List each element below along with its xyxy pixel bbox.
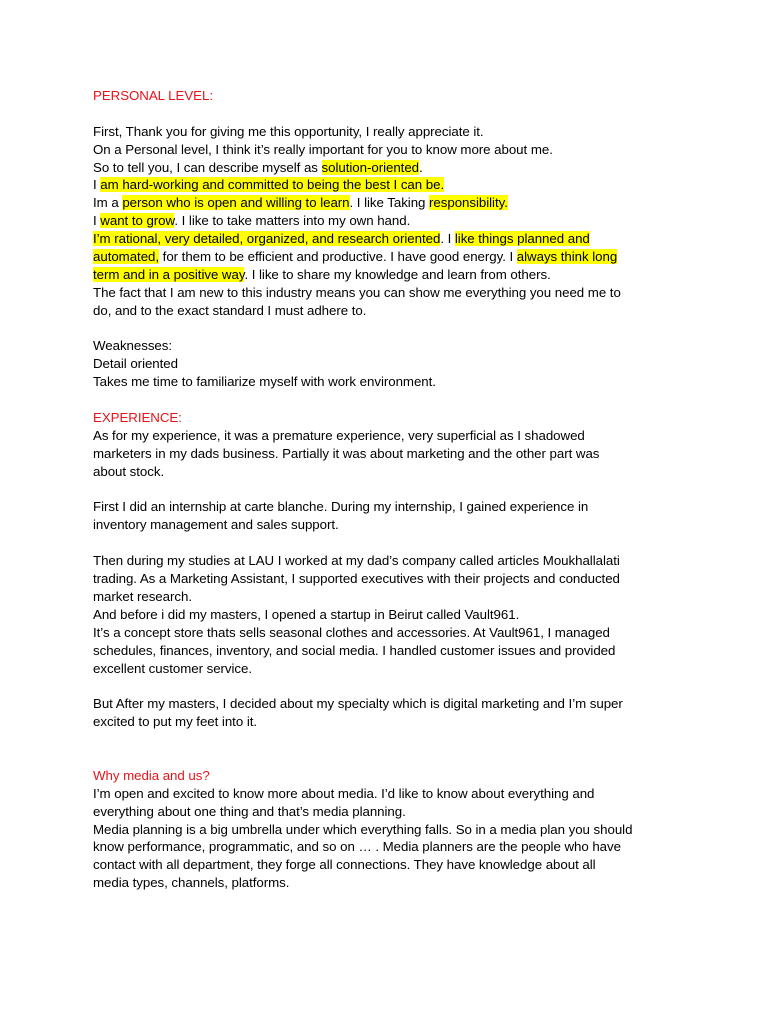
media-line: I’m open and excited to know more about media. I’d like to know about everything and: [93, 785, 595, 801]
personal-line: [93, 194, 693, 212]
highlighted-text: person who is open and willing to learn: [122, 195, 350, 211]
personal-line: On a Personal level, I think it’s really important for you to know more about me.: [93, 141, 553, 157]
highlighted-text: term and in a positive way: [93, 266, 245, 282]
experience-line: about stock.: [93, 463, 165, 479]
personal-level-heading: PERSONAL LEVEL:: [93, 88, 213, 103]
experience-line: market research.: [93, 588, 192, 604]
experience-line: marketers in my dads business. Partially it was about marketing and the other part was: [93, 445, 600, 461]
experience-line: trading. As a Marketing Assistant, I supported executives with their projects and conducted: [93, 571, 620, 587]
media-line: know performance, programmatic, and so on … . Media planners are the people who have: [93, 839, 621, 855]
text-run: . I: [440, 231, 455, 247]
personal-line: [93, 212, 693, 230]
weakness-item: Takes me time to familiarize myself with work environment.: [93, 374, 436, 390]
weaknesses-title: Weaknesses:: [93, 338, 173, 354]
text-run: for them to be efficient and productive. I have good energy. I: [159, 249, 517, 265]
highlighted-text: solution-oriented: [321, 159, 420, 175]
highlighted-text: responsibility.: [429, 195, 508, 211]
text-run: So to tell you, I can describe myself as: [93, 159, 322, 175]
spacer: [93, 677, 693, 695]
experience-line: excited to put my feet into it.: [93, 714, 258, 730]
text-run: Im a: [93, 195, 123, 211]
personal-line: [93, 176, 693, 194]
spacer: [93, 481, 693, 499]
highlighted-text: am hard-working and committed to being the best I can be.: [100, 177, 445, 193]
experience-line: It’s a concept store thats sells seasonal clothes and accessories. At Vault961, I managed: [93, 624, 610, 640]
highlighted-text: always think long: [516, 249, 618, 265]
media-line: everything about one thing and that’s media planning.: [93, 803, 406, 819]
experience-line: As for my experience, it was a premature experience, very superficial as I shadowed: [93, 427, 585, 443]
experience-line: First I did an internship at carte blanche. During my internship, I gained experience in: [93, 499, 589, 515]
text-run: . I like Taking: [349, 195, 430, 211]
personal-line: The fact that I am new to this industry means you can show me everything you need me to: [93, 284, 621, 300]
text-run: . I like to share my knowledge and learn from others.: [244, 266, 551, 282]
personal-line: do, and to the exact standard I must adhere to.: [93, 302, 367, 318]
spacer: [93, 105, 693, 123]
experience-line: inventory management and sales support.: [93, 517, 339, 533]
personal-line: [93, 159, 693, 177]
weakness-item: Detail oriented: [93, 356, 178, 372]
personal-line: [93, 230, 693, 248]
highlighted-text: I’m rational, very detailed, organized, and research oriented: [93, 231, 441, 247]
media-line: contact with all department, they forge all connections. They have knowledge about all: [93, 857, 596, 873]
experience-line: But After my masters, I decided about my specialty which is digital marketing and I’m super: [93, 696, 623, 712]
spacer: [93, 731, 693, 767]
media-line: Media planning is a big umbrella under which everything falls. So in a media plan you should: [93, 821, 633, 837]
text-run: .: [419, 159, 423, 175]
text-run: I: [93, 177, 101, 193]
personal-line: [93, 266, 693, 284]
personal-line: First, Thank you for giving me this opportunity, I really appreciate it.: [93, 123, 484, 139]
highlighted-text: want to grow: [100, 213, 175, 229]
spacer: [93, 320, 693, 338]
highlighted-text: automated,: [93, 249, 160, 265]
text-run: I: [93, 213, 101, 229]
spacer: [93, 534, 693, 552]
media-line: media types, channels, platforms.: [93, 875, 290, 891]
experience-line: And before i did my masters, I opened a startup in Beirut called Vault961.: [93, 606, 520, 622]
spacer: [93, 391, 693, 409]
document-page: [93, 87, 693, 892]
why-media-heading: Why media and us?: [93, 767, 210, 783]
experience-line: schedules, finances, inventory, and social media. I handled customer issues and provided: [93, 642, 616, 658]
experience-line: Then during my studies at LAU I worked at my dad’s company called articles Moukhallalati: [93, 553, 620, 569]
highlighted-text: like things planned and: [454, 231, 590, 247]
experience-heading: EXPERIENCE:: [93, 410, 182, 426]
experience-line: excellent customer service.: [93, 660, 253, 676]
personal-line: [93, 248, 693, 266]
text-run: . I like to take matters into my own hand.: [174, 213, 411, 229]
